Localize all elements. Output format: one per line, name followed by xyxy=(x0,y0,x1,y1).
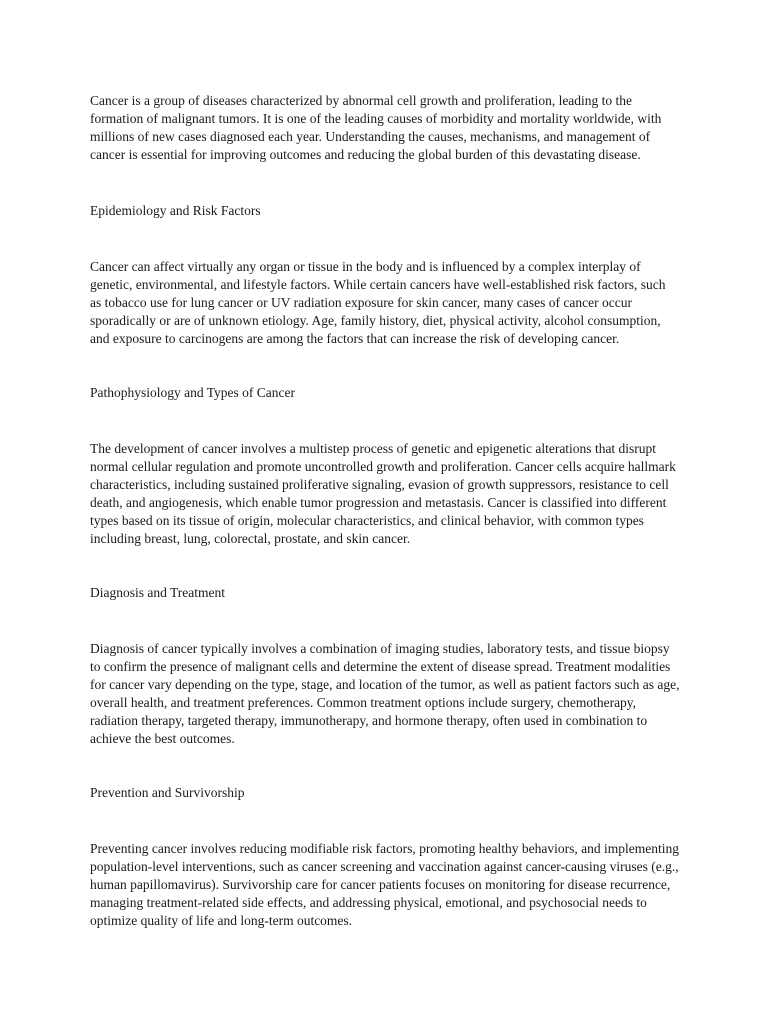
section-body-diagnosis: Diagnosis of cancer typically involves a combination of imaging studies, laboratory tests, and tissue biopsy to confirm the presence of malignant cells and determine the extent of disease spread. Treatment modalities for cancer vary depending on the type, stage, and location of the tumor, as well as patient factors such as age, overall health, and treatment preferences. Common treatment options include surgery, chemotherapy, radiation therapy, targeted therapy, immunotherapy, and hormone therapy, often used in combination to achieve the best outcomes. xyxy=(90,641,680,746)
section-heading-epidemiology: Epidemiology and Risk Factors xyxy=(90,203,261,218)
section-body-pathophysiology: The development of cancer involves a multistep process of genetic and epigenetic alterations that disrupt normal cellular regulation and promote uncontrolled growth and proliferation. Cancer cells acquire hallmark characteristics, including sustained proliferative signaling, evasion of growth suppressors, resistance to cell death, and angiogenesis, which enable tumor progression and metastasis. Cancer is classified into different types based on its tissue of origin, molecular characteristics, and clinical behavior, with common types including breast, lung, colorectal, prostate, and skin cancer. xyxy=(90,441,676,546)
section-heading-diagnosis: Diagnosis and Treatment xyxy=(90,585,225,600)
section-body-epidemiology: Cancer can affect virtually any organ or tissue in the body and is influenced by a complex interplay of genetic, environmental, and lifestyle factors. While certain cancers have well-established risk factors, such as tobacco use for lung cancer or UV radiation exposure for skin cancer, many cases of cancer occur sporadically or are of unknown etiology. Age, family history, diet, physical activity, alcohol consumption, and exposure to carcinogens are among the factors that can increase the risk of developing cancer. xyxy=(90,259,666,346)
section-heading-pathophysiology: Pathophysiology and Types of Cancer xyxy=(90,385,296,400)
intro-paragraph: Cancer is a group of diseases characterized by abnormal cell growth and proliferation, leading to the formation of malignant tumors. It is one of the leading causes of morbidity and mortality worldwide, with millions of new cases diagnosed each year. Understanding the causes, mechanisms, and management of cancer is essential for improving outcomes and reducing the global burden of this devastating disease. xyxy=(90,93,662,162)
section-body-prevention: Preventing cancer involves reducing modifiable risk factors, promoting healthy behaviors, and implementing population-level interventions, such as cancer screening and vaccination against cancer-causing viruses (e.g., human papillomavirus). Survivorship care for cancer patients focuses on monitoring for disease recurrence, managing treatment-related side effects, and addressing physical, emotional, and psychosocial needs to optimize quality of life and long-term outcomes. xyxy=(90,841,679,928)
section-heading-prevention: Prevention and Survivorship xyxy=(90,785,245,800)
